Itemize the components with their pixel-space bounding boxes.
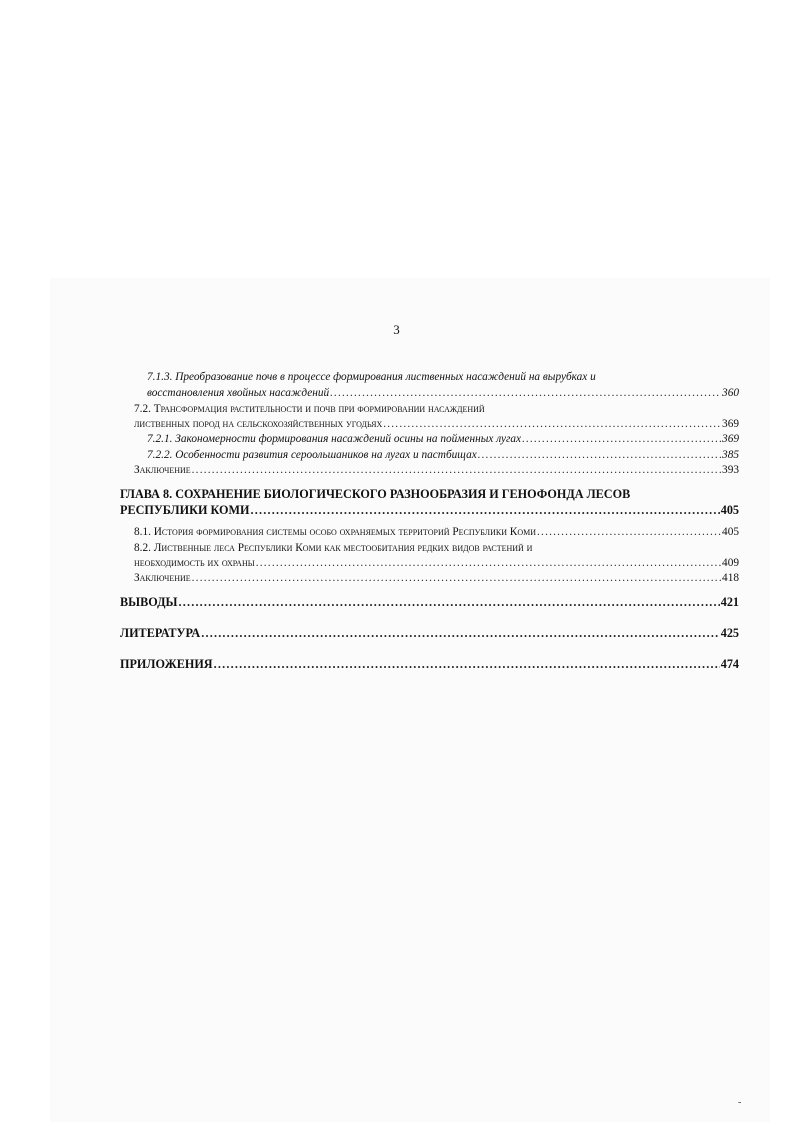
toc-entry-text: необходимость их охраны bbox=[134, 557, 255, 569]
corner-mark: - bbox=[738, 1097, 742, 1108]
toc-entry-7-2[interactable] bbox=[134, 416, 739, 432]
toc-entry-text: ВЫВОДЫ bbox=[120, 595, 178, 609]
toc-page-number: 385 bbox=[722, 449, 739, 461]
toc-chapter-8-line1: ГЛАВА 8. СОХРАНЕНИЕ БИОЛОГИЧЕСКОГО РАЗНООБРАЗИЯ И ГЕНОФОНДА ЛЕСОВ bbox=[120, 487, 631, 501]
leader-dots bbox=[192, 462, 721, 478]
toc-entry-8-2-line1: 8.2. Лиственные леса Республики Коми как местообитания редких видов растений и bbox=[134, 542, 533, 554]
leader-dots bbox=[522, 431, 721, 447]
toc-entry-text: Заключение bbox=[134, 572, 191, 584]
leader-dots bbox=[192, 570, 721, 586]
toc-entry-text: ПРИЛОЖЕНИЯ bbox=[120, 657, 213, 671]
toc-entry-7-2-2[interactable] bbox=[147, 447, 739, 463]
toc-chapter-8[interactable] bbox=[120, 502, 739, 518]
toc-entry-conclusion-ch7[interactable] bbox=[134, 462, 739, 478]
toc-page-number: 369 bbox=[722, 433, 739, 445]
toc-entry-text: Заключение bbox=[134, 464, 191, 476]
leader-dots bbox=[178, 594, 719, 610]
toc-page-number: 409 bbox=[722, 557, 739, 569]
toc-entry-conclusion-ch8[interactable] bbox=[134, 570, 739, 586]
toc-page-number: 421 bbox=[720, 595, 739, 609]
toc-entry-7-2-line1: 7.2. Трансформация растительности и почв при формировании насаждений bbox=[134, 403, 485, 415]
toc-entry-7-1-3[interactable] bbox=[147, 385, 739, 401]
toc-page-number: 425 bbox=[720, 626, 739, 640]
leader-dots bbox=[478, 447, 721, 463]
leader-dots bbox=[383, 416, 721, 432]
toc-entry-text: 7.2.1. Закономерности формирования насаждений осины на пойменных лугах bbox=[147, 433, 522, 445]
toc-page-number: 418 bbox=[722, 572, 739, 584]
toc-page-number: 405 bbox=[720, 503, 739, 517]
toc-page-number: 369 bbox=[722, 418, 739, 430]
toc-page-number: 474 bbox=[720, 657, 739, 671]
toc-entry-8-2[interactable] bbox=[134, 555, 739, 571]
toc-page-number: 360 bbox=[722, 387, 739, 399]
toc-entry-text: восстановления хвойных насаждений bbox=[147, 387, 330, 399]
leader-dots bbox=[214, 656, 720, 672]
toc-entry-text: 8.1. История формирования системы особо охраняемых территорий Республики Коми bbox=[134, 526, 537, 538]
leader-dots bbox=[250, 502, 719, 518]
toc-entry-7-2-1[interactable] bbox=[147, 431, 739, 447]
leader-dots bbox=[330, 385, 721, 401]
page-number: 3 bbox=[393, 322, 400, 337]
leader-dots bbox=[201, 625, 720, 641]
toc-entry-7-1-3-line1: 7.1.3. Преобразование почв в процессе формирования лиственных насаждений на вырубках и bbox=[147, 371, 596, 383]
toc-entry-text: РЕСПУБЛИКИ КОМИ bbox=[120, 503, 250, 517]
toc-conclusions[interactable] bbox=[120, 594, 739, 610]
leader-dots bbox=[537, 524, 721, 540]
toc-page-number: 405 bbox=[722, 526, 739, 538]
toc-entry-8-1[interactable] bbox=[134, 524, 739, 540]
toc-entry-text: лиственных пород на сельскохозяйственных угодьях bbox=[134, 418, 383, 430]
toc-literature[interactable] bbox=[120, 625, 739, 641]
leader-dots bbox=[256, 555, 721, 571]
toc-entry-text: ЛИТЕРАТУРА bbox=[120, 626, 201, 640]
toc-entry-text: 7.2.2. Особенности развития сероольшаников на лугах и пастбищах bbox=[147, 449, 477, 461]
toc-page-number: 393 bbox=[722, 464, 739, 476]
toc-appendices[interactable] bbox=[120, 656, 739, 672]
